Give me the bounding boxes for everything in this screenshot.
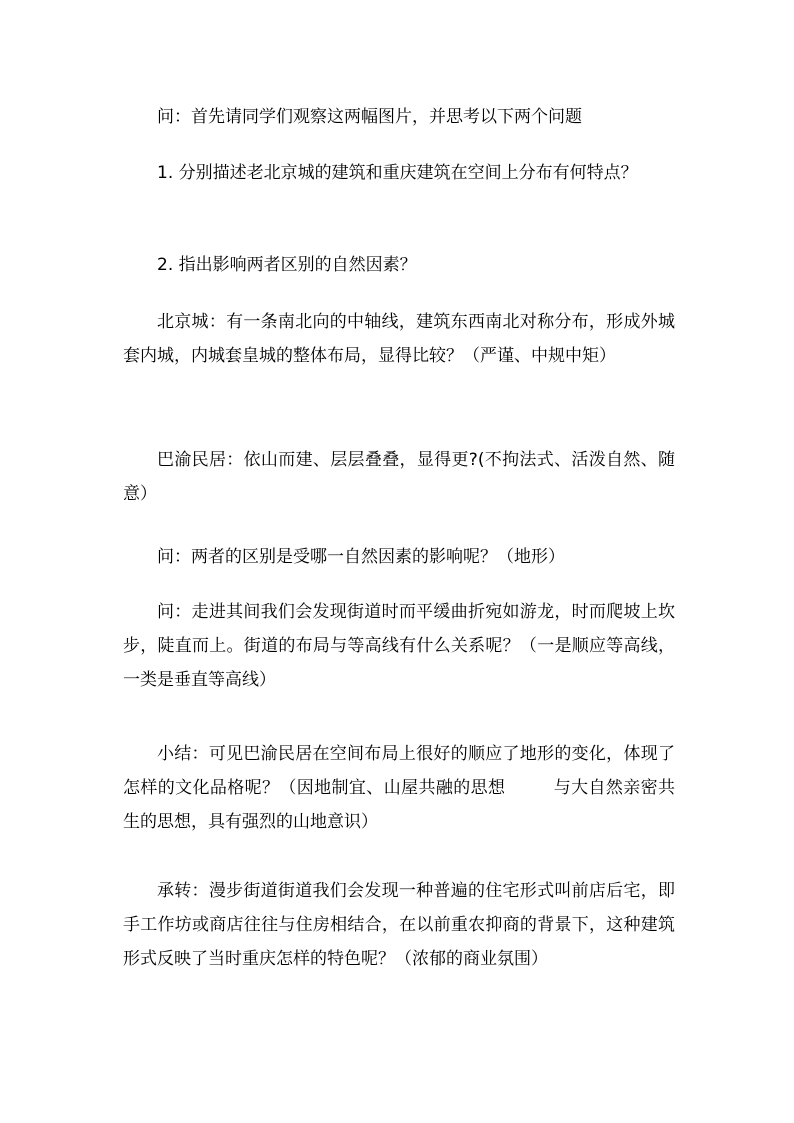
paragraph-question-terrain (123, 540, 675, 574)
paragraph-text: 问：两者的区别是受哪一自然因素的影响呢？（地形） (157, 547, 565, 567)
paragraph-transition (123, 874, 675, 976)
paragraph-question-2 (123, 248, 675, 282)
paragraph-text: 承转：漫步街道街道我们会发现一种普遍的住宅形式叫前店后宅，即手工作坊或商店往往与住房相结合，在以前重农抑商的背景下，这种建筑形式反映了当时重庆怎样的特色呢？（浓郁的商业氛围） (123, 881, 675, 969)
paragraph-text: 巴渝民居：依山而建、层层叠叠，显得更?(不拘法式、活泼自然、随意） (123, 450, 675, 504)
paragraph-text-part-1: 小结：可见巴渝民居在空间布局上很好的顺应了地形的变化，体现了怎样的文化品格呢？（因地制宜、山屋共融的思想 (123, 744, 675, 798)
paragraph-text-part-2: 与大自然亲密共生的思想，具有强烈的山地意识） (123, 778, 675, 832)
paragraph-question-intro (123, 100, 675, 134)
paragraph-text: 1. 分别描述老北京城的建筑和重庆建筑在空间上分布有何特点？ (157, 163, 638, 183)
paragraph-text: 问：走进其间我们会发现街道时而平缓曲折宛如游龙，时而爬坡上坎步，陡直而上。街道的布局与等高线有什么关系呢？（一是顺应等高线，一类是垂直等高线） (123, 602, 675, 690)
paragraph-text: 北京城：有一条南北向的中轴线，建筑东西南北对称分布，形成外城套内城，内城套皇城的整体布局，显得比较？（严谨、中规中矩） (123, 312, 675, 366)
paragraph-beijing (123, 305, 675, 373)
paragraph-text: 问：首先请同学们观察这两幅图片，并思考以下两个问题 (157, 107, 582, 127)
paragraph-question-streets (123, 595, 675, 697)
paragraph-question-1 (123, 156, 675, 190)
paragraph-summary (123, 737, 675, 839)
paragraph-text: 2. 指出影响两者区别的自然因素？ (157, 255, 417, 275)
paragraph-bayu-dwellings (123, 443, 675, 511)
